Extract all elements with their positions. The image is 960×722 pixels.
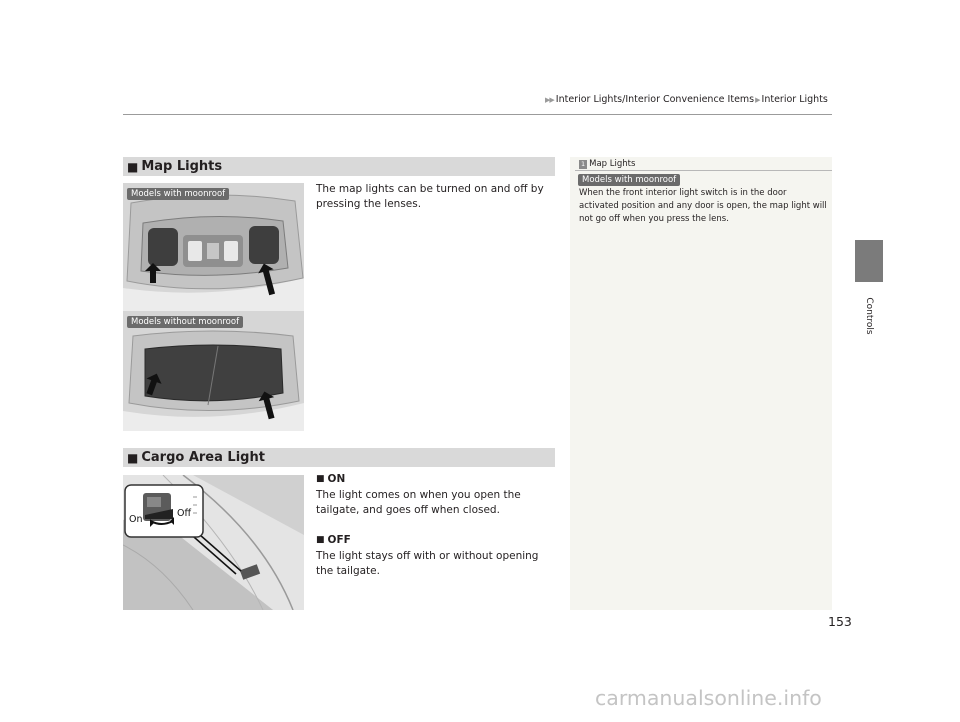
bullet-square-icon: ■ [316,474,325,484]
switch-off-label: Off [177,508,192,519]
header-divider [123,114,832,115]
watermark: carmanualsonline.info [595,686,822,710]
cargo-light-illustration [123,475,304,610]
section-title: Cargo Area Light [141,450,265,465]
map-lights-moonroof-illustration [123,183,304,311]
note-title: 1 Map Lights [581,159,636,169]
map-lights-no-moonroof-image [123,311,304,431]
on-description: The light comes on when you open the tailgate, and goes off when closed. [316,489,521,516]
cargo-light-image [123,475,304,610]
map-lights-moonroof-image [123,183,304,311]
breadcrumb [545,94,828,105]
page-number: 153 [828,614,852,629]
off-description: The light stays off with or without opening the tailgate. [316,550,539,577]
chapter-tab-label: Controls [864,297,874,335]
off-heading: ■ OFF [316,534,351,546]
breadcrumb-item-current[interactable]: Interior Lights [761,94,828,105]
note-marker-icon: 1 [581,159,586,168]
bullet-square-icon: ■ [316,535,325,545]
section-header-cargo-light [123,448,555,467]
note-text: When the front interior light switch is in the door activated position and any door is open, the map light will not go off when you press the lens. [579,188,827,224]
breadcrumb-separator-icon: ▶ [755,95,761,104]
on-heading: ■ ON [316,473,346,485]
breadcrumb-arrows-icon: ▶▶ [545,95,554,104]
model-tag-without-moonroof: Models without moonroof [127,316,243,328]
section-square-icon: ■ [127,450,139,465]
note-divider [575,170,832,171]
section-header-map-lights [123,157,555,176]
breadcrumb-item-section[interactable]: Interior Lights/Interior Convenience Items [555,94,755,105]
section-square-icon: ■ [127,159,139,174]
map-lights-description: The map lights can be turned on and off by pressing the lenses. [316,183,544,210]
note-model-tag: Models with moonroof [578,174,680,186]
section-title: Map Lights [141,159,223,174]
chapter-tab[interactable] [855,240,883,282]
switch-on-label: On [129,514,143,525]
model-tag-with-moonroof: Models with moonroof [127,188,229,200]
map-lights-no-moonroof-illustration [123,311,304,431]
